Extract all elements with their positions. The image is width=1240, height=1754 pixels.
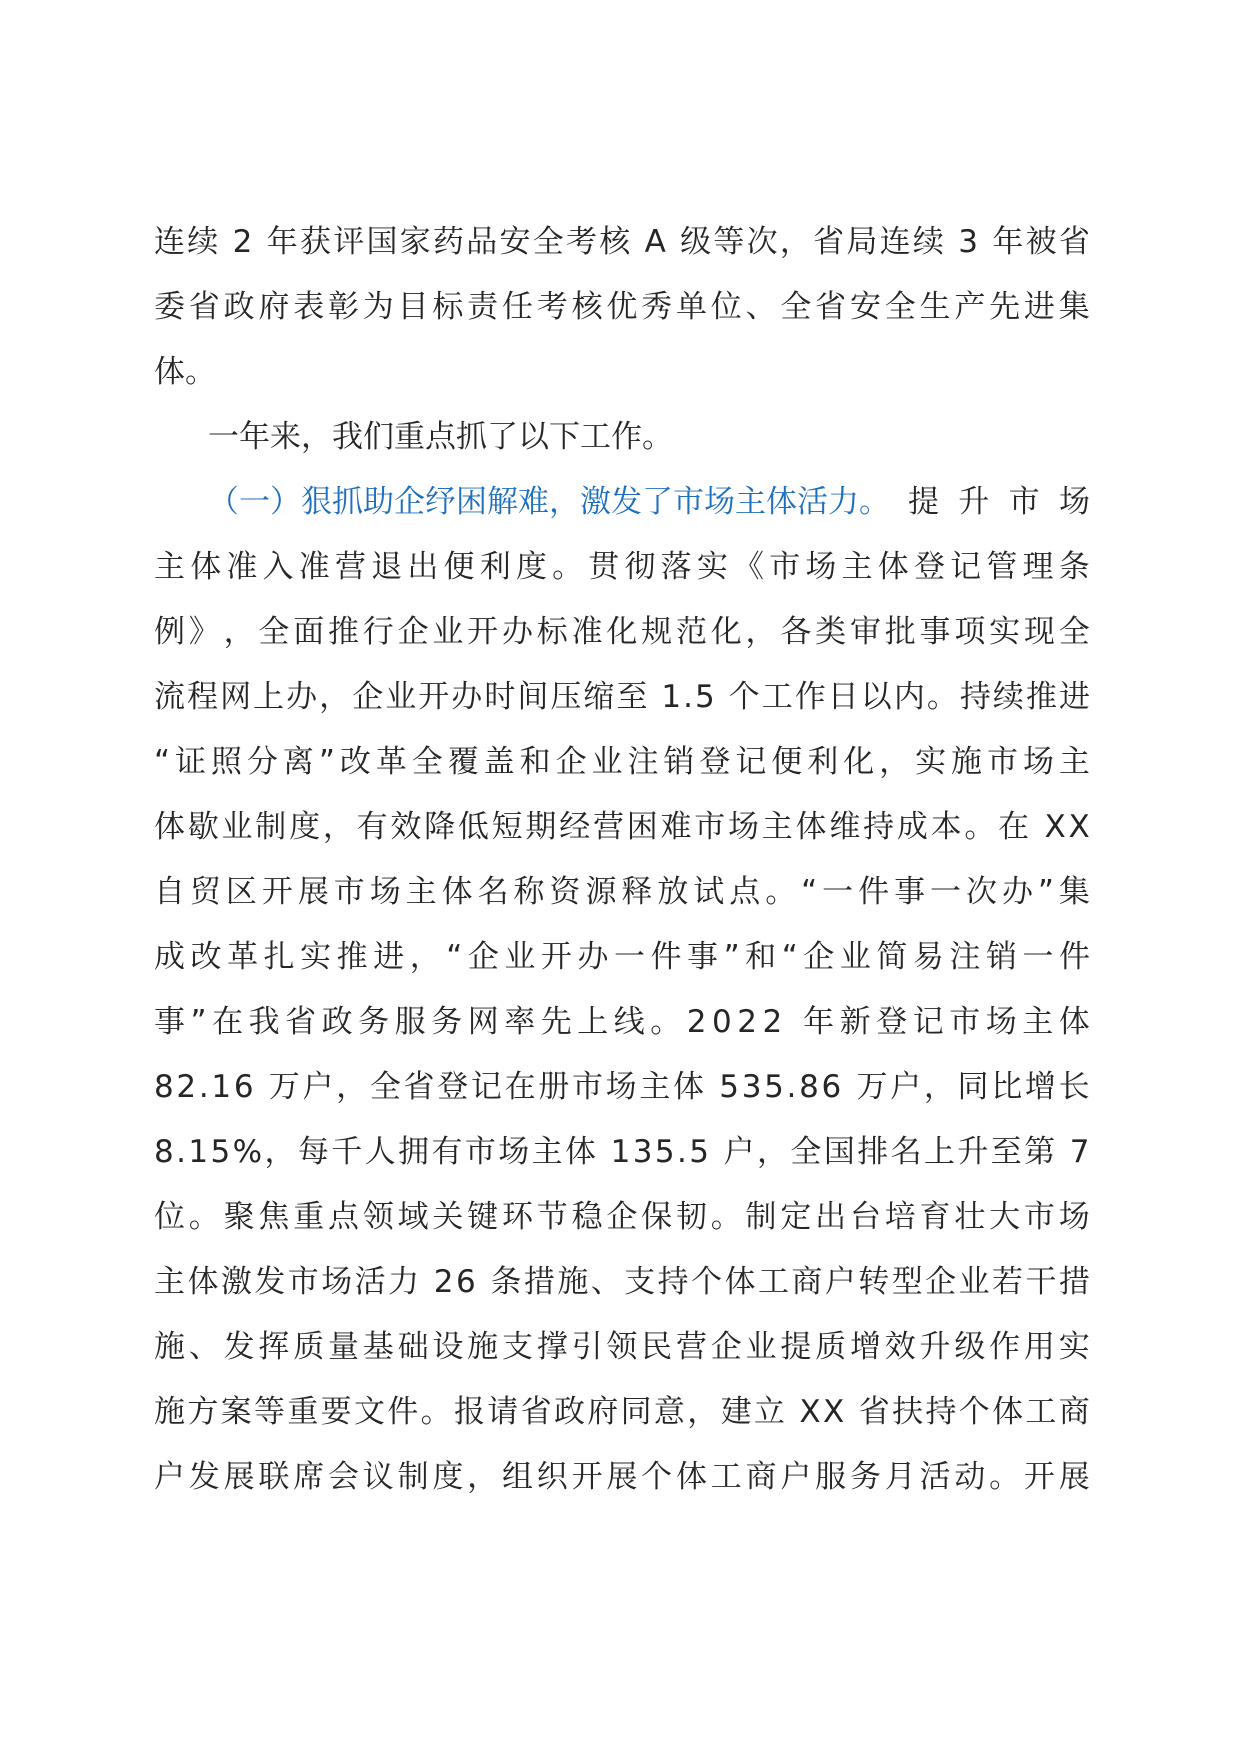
text-line: 成 改 革 扎 实 推 进 ， “ 企 业 开 办 一 件 事 ” 和 “ 企 业 简 易 注 销 一 件 [154,939,1090,975]
text-line: 事 ” 在 我 省 政 务 服 务 网 率 先 上 线 。 2 0 2 2 年 新 登 记 市 场 主 体 [154,1004,1090,1040]
text-line: 体 歇 业 制 度 ， 有 效 降 低 短 期 经 营 困 难 市 场 主 体 维 持 成 本 。 在 X X [154,809,1090,845]
text-line: 自 贸 区 开 展 市 场 主 体 名 称 资 源 释 放 试 点 。 “ 一 件 事 一 次 办 ” 集 [154,874,1090,910]
text-line: 8 . 1 5 % ， 每 千 人 拥 有 市 场 主 体 1 3 5 . 5 户 ， 全 国 排 名 上 升 至 第 7 [154,1134,1090,1170]
text-line: “ 证 照 分 离 ” 改 革 全 覆 盖 和 企 业 注 销 登 记 便 利 化 ， 实 施 市 场 主 [154,744,1090,780]
section-heading: （一）狠抓助企纾困解难，激发了市场主体活力。 [208,484,890,520]
paragraph-intro: 一年来，我们重点抓了以下工作。 [208,419,673,455]
text-line: 例 》 ， 全 面 推 行 企 业 开 办 标 准 化 规 范 化 ， 各 类 审 批 事 项 实 现 全 [154,614,1090,650]
text-line: 体。 [154,354,216,390]
text-line: 位 。 聚 焦 重 点 领 域 关 键 环 节 稳 企 保 韧 。 制 定 出 台 培 育 壮 大 市 场 [154,1199,1090,1235]
body-text [154,210,1090,1510]
text-line: 主 体 激 发 市 场 活 力 2 6 条 措 施 、 支 持 个 体 工 商 户 转 型 企 业 若 干 措 [154,1264,1090,1300]
text-line: 主 体 准 入 准 营 退 出 便 利 度 。 贯 彻 落 实 《 市 场 主 体 登 记 管 理 条 [154,549,1090,585]
text-line: 施 、 发 挥 质 量 基 础 设 施 支 撑 引 领 民 营 企 业 提 质 增 效 升 级 作 用 实 [154,1329,1090,1365]
text-line: 委 省 政 府 表 彰 为 目 标 责 任 考 核 优 秀 单 位 、 全 省 安 全 生 产 先 进 集 [154,289,1090,325]
text-line: 连 续 2 年 获 评 国 家 药 品 安 全 考 核 A 级 等 次 ， 省 局 连 续 3 年 被 省 [154,224,1090,260]
text-line: 户 发 展 联 席 会 议 制 度 ， 组 织 开 展 个 体 工 商 户 服 务 月 活 动 。 开 展 [154,1459,1090,1495]
section-heading-line: （一）狠抓助企纾困解难，激发了市场主体活力。 提 升 市 场 [154,470,1090,535]
text-line: 流 程 网 上 办 ， 企 业 开 办 时 间 压 缩 至 1 . 5 个 工 作 日 以 内 。 持 续 推 进 [154,679,1090,715]
text-line: 8 2 . 1 6 万 户 ， 全 省 登 记 在 册 市 场 主 体 5 3 5 . 8 6 万 户 ， 同 比 增 长 [154,1069,1090,1105]
text-line: 施 方 案 等 重 要 文 件 。 报 请 省 政 府 同 意 ， 建 立 X X 省 扶 持 个 体 工 商 [154,1394,1090,1430]
